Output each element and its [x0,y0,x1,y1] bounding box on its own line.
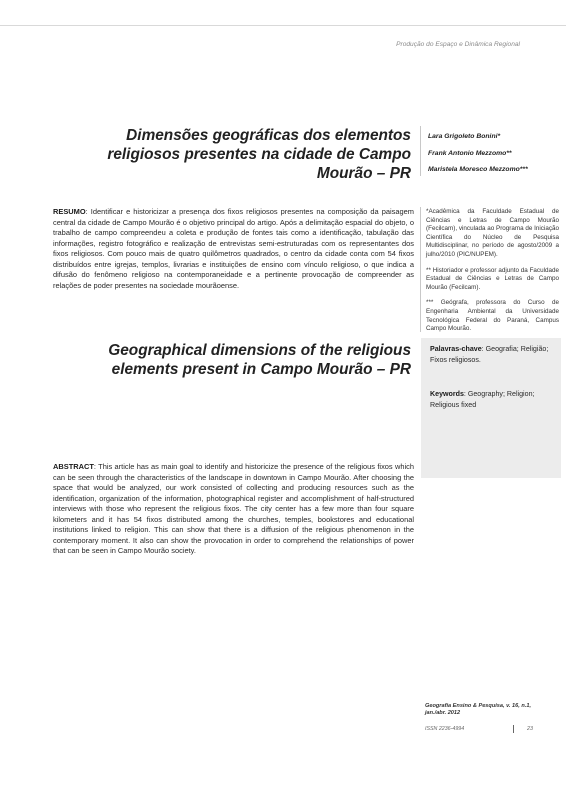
resumo-text: : Identificar e historicizar a presença dos fixos religiosos presentes na composição da paisagem central da cidade de Campo Mourão é o objetivo principal do artigo. Após a delimitação espacial do objeto, o trabalho de campo compreendeu a coleta e produção de fontes tais como a identificação, tabulação das informações, registro fotográfico e realização de entrevistas semi-estruturadas com os representantes dos fixos religiosos. Com pouco mais de quatro quilômetros quadrados, o centro da cidade conta com 54 fixos distribuídos entre igrejas, templos, livrarias e instituições de ensino com vínculo religioso, o que indica a difusão do fenômeno religioso na contemporaneidade e a pertinente provocação de compreender as relações de poder presentes na sociedade mourãoense. [53,207,414,290]
author-list [428,129,558,179]
footer-separator [513,725,514,733]
footer-row [425,726,535,732]
keywords-en [430,389,554,412]
article-title-pt: Dimensões geográficas dos elementos religiosos presentes na cidade de Campo Mourão – PR [107,127,411,182]
resumo-notes-divider [420,207,421,332]
abstract-paragraph [53,462,414,557]
author-name: Lara Grigoleto Bonini* [428,133,501,140]
journal-reference-line: jan./abr. 2012 [425,710,461,717]
abstract-text: : This article has as main goal to identify and historicize the presence of the religious fixos which can be seen through the characteristics of the landscape in downtown in Campo Mourão. After choosing the space that would be analyzed, our work consisted of collecting and producing resources such as the identification, organization of the information, photographical register and accomplishment of half-structured interviews with those who represent the religious fixos. The city center has a few more than four square kilometers and it has 54 fixos distributed among the churches, temples, bookstores and educational institutions linked to religion. This can show that there is a diffusion of the religious phenomenon in the contemporary moment. It also can show the provocation in order to comprehend the relationships of power that can be seen in Campo Mourão society. [53,462,414,555]
abstract-label: ABSTRACT [53,462,94,471]
keywords-en-text: : Geography; Religion; Religious fixed [430,390,535,410]
title-authors-divider [420,126,421,176]
keywords-en-label: Keywords [430,390,464,398]
header-divider [0,25,566,26]
issn: ISSN 2236-4994 [425,726,465,732]
author-note: *** Geógrafa, professora do Curso de Engenharia Ambiental da Universidade Tecnológica Federal do Paraná, Campus Campo Mourão. [426,299,559,333]
page-number: 23 [527,726,533,732]
journal-reference-line: Geografia Ensino & Pesquisa, v. 16, n.1, [425,703,532,709]
author-note: *Acadêmica da Faculdade Estadual de Ciências e Letras de Campo Mourão (Fecilcam), vinculada ao Programa de Iniciação Científica do Núcleo de Pesquisa Multidisciplinar, no período de agosto/2009 a julho/2010 (PIC/NUPEM). [426,208,559,258]
journal-section-name: Produção do Espaço e Dinâmica Regional [396,41,520,48]
author-name: Maristela Moresco Mezzomo*** [428,166,528,174]
author-name: Frank Antonio Mezzomo** [428,149,512,157]
keywords-pt-text: : Geografia; Religião; Fixos religiosos. [430,345,549,365]
author-note: ** Historiador e professor adjunto da Faculdade Estadual de Ciências e Letras de Campo Mourão (Fecilcam). [426,266,559,291]
keywords-pt-label: Palavras-chave [430,345,482,353]
keywords-pt [430,344,554,367]
resumo-paragraph [53,207,414,291]
author-notes [426,208,559,341]
keywords-box [421,338,561,478]
journal-reference [425,703,531,718]
article-title-en: Geographical dimensions of the religious elements present in Campo Mourão – PR [108,342,411,378]
resumo-label: RESUMO [53,207,86,216]
